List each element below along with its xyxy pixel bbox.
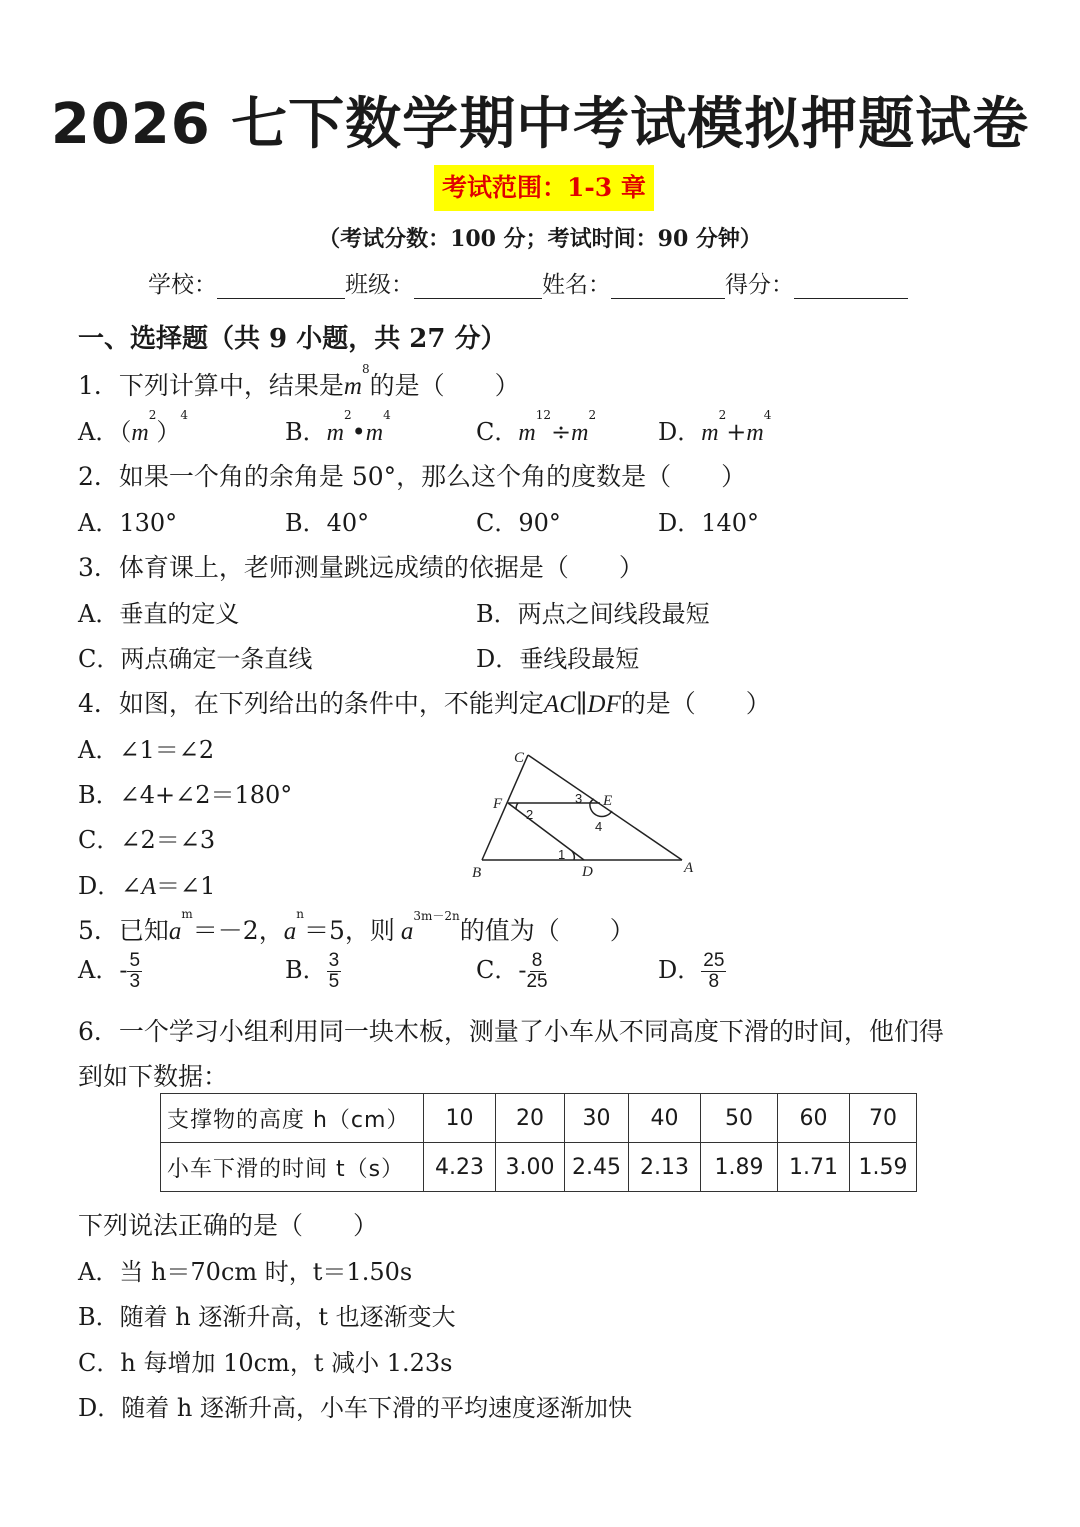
school-blank[interactable] — [217, 274, 345, 299]
angle-label-1: 1 — [558, 847, 566, 862]
score-blank[interactable] — [794, 274, 908, 299]
question-6-stem-line2: 到如下数据： — [78, 1062, 229, 1091]
segment-cb — [482, 755, 528, 860]
q2-option-c: C．90° — [476, 509, 561, 537]
table-row-time — [161, 1143, 917, 1192]
angle-label-3: 3 — [575, 791, 583, 806]
table-cell: 20 — [496, 1094, 565, 1143]
score-label: 得分： — [725, 272, 794, 298]
question-5-stem: 5．已知$a^m=-2$，$a^n=5$，则 $a^{3m-2n}$的值为（ ） — [78, 907, 635, 945]
label-d: D — [582, 864, 593, 880]
table-cell: 2.45 — [565, 1143, 629, 1192]
q3-option-c: C．两点确定一条直线 — [78, 645, 313, 673]
q4-option-c: C．∠2＝∠3 — [78, 826, 216, 854]
q4-option-a: A．∠1＝∠2 — [78, 736, 215, 764]
angle-arc-2 — [516, 803, 518, 809]
table-cell: 3.00 — [496, 1143, 565, 1192]
question-2-stem: 2．如果一个角的余角是 50°，那么这个角的度数是（ ） — [78, 462, 747, 491]
table-cell: 40 — [629, 1094, 701, 1143]
triangle-figure — [460, 745, 710, 885]
q5-option-d: D． $\frac{25}{8}$ — [658, 950, 725, 992]
question-6-prompt: 下列说法正确的是（ ） — [78, 1211, 379, 1240]
class-blank[interactable] — [414, 274, 542, 299]
q1-option-b: B．$m^2•m^4$ — [285, 408, 391, 446]
question-4-stem: 4．如图，在下列给出的条件中，不能判定AC∥DF的是（ ） — [78, 689, 771, 718]
school-label: 学校： — [148, 272, 217, 298]
table-row-label: 小车下滑的时间 t（s） — [161, 1143, 424, 1192]
table-cell: 2.13 — [629, 1143, 701, 1192]
q6-option-d: D．随着 h 逐渐升高，小车下滑的平均速度逐渐加快 — [78, 1394, 632, 1422]
label-c: C — [514, 750, 525, 766]
q5-option-c: C．- $\frac{8}{25}$ — [476, 950, 548, 992]
page-title: 2026 七下数学期中考试模拟押题试卷 — [50, 92, 1030, 157]
q3-option-a: A．垂直的定义 — [78, 600, 240, 628]
q6-option-c: C．h 每增加 10cm，t 减小 1.23s — [78, 1349, 453, 1377]
table-cell: 1.71 — [778, 1143, 850, 1192]
q6-option-a: A．当 h＝70cm 时，t＝1.50s — [78, 1258, 413, 1286]
table-row-label: 支撑物的高度 h（cm） — [161, 1094, 424, 1143]
q2-option-d: D．140° — [658, 509, 760, 537]
q1-option-c: C．$m^{12}\div m^2$ — [476, 408, 597, 446]
question-6-stem-line1: 6．一个学习小组利用同一块木板，测量了小车从不同高度下滑的时间，他们得 — [78, 1017, 944, 1046]
table-cell: 10 — [424, 1094, 496, 1143]
section-heading: 一、选择题（共 9 小题，共 27 分） — [78, 324, 507, 354]
table-cell: 60 — [778, 1094, 850, 1143]
exam-info: （考试分数：100 分；考试时间：90 分钟） — [318, 226, 762, 252]
q3-option-b: B．两点之间线段最短 — [476, 600, 710, 628]
q1-option-d: D．$m^2+m^4$ — [658, 408, 772, 446]
name-blank[interactable] — [611, 274, 725, 299]
name-label: 姓名： — [542, 272, 611, 298]
table-cell: 70 — [850, 1094, 917, 1143]
question-3-stem: 3．体育课上，老师测量跳远成绩的依据是（ ） — [78, 553, 644, 582]
table-cell: 30 — [565, 1094, 629, 1143]
q6-option-b: B．随着 h 逐渐升高，t 也逐渐变大 — [78, 1303, 456, 1331]
table-cell: 1.59 — [850, 1143, 917, 1192]
data-table — [160, 1093, 917, 1192]
q2-option-a: A．130° — [78, 509, 178, 537]
q4-option-b: B．∠4+∠2＝180° — [78, 781, 293, 809]
class-label: 班级： — [345, 272, 414, 298]
label-b: B — [472, 865, 482, 881]
q2-option-b: B．40° — [285, 509, 370, 537]
table-cell: 1.89 — [701, 1143, 778, 1192]
exam-scope-badge: 考试范围：1-3 章 — [434, 165, 654, 211]
angle-label-2: 2 — [526, 807, 534, 822]
table-row-height — [161, 1094, 917, 1143]
q4-option-d: D．∠A＝∠1 — [78, 872, 216, 900]
q5-option-b: B． $\frac{3}{5}$ — [285, 950, 340, 992]
label-f: F — [493, 796, 503, 812]
table-cell: 4.23 — [424, 1143, 496, 1192]
label-e: E — [603, 793, 613, 809]
q5-option-a: A．- $\frac{5}{3}$ — [78, 950, 141, 992]
table-cell: 50 — [701, 1094, 778, 1143]
question-1-stem: 1．下列计算中，结果是$m^8$的是（ ） — [78, 362, 520, 400]
angle-label-4: 4 — [595, 819, 603, 834]
label-a: A — [684, 860, 694, 876]
student-info-row — [148, 266, 908, 299]
q1-option-a: A．$(m^2)^4$ — [78, 408, 188, 446]
q3-option-d: D．垂线段最短 — [476, 645, 640, 673]
